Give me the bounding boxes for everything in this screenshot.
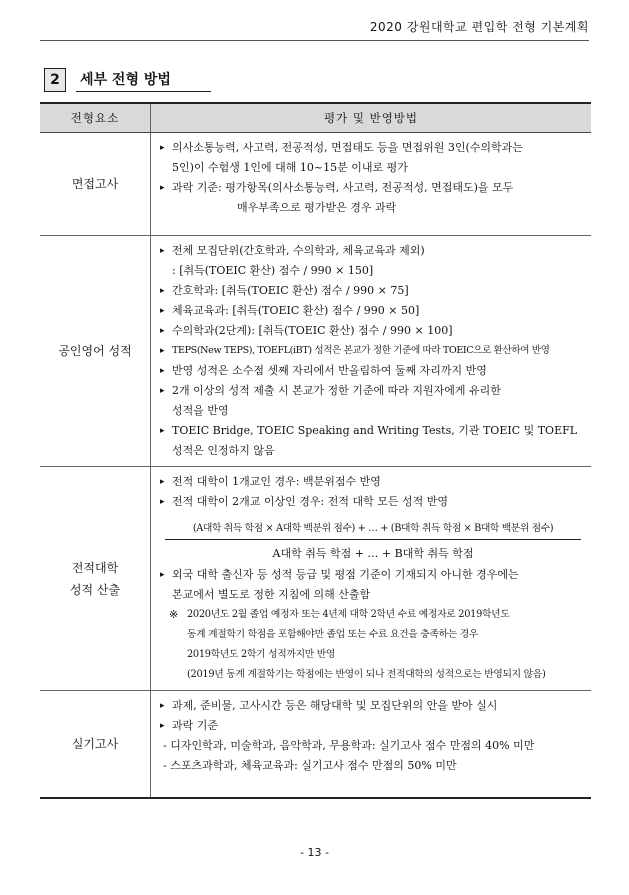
- row-label-interview: 면접고사: [40, 133, 151, 236]
- bullet-item: ▸ 전적 대학이 1개교인 경우: 백분위점수 반영: [159, 472, 587, 492]
- column-header-method: 평가 및 반영방법: [151, 103, 592, 133]
- note-line: 2020년도 2월 졸업 예정자 또는 4년제 대학 2학년 수료 예정자로 2019학년도: [187, 609, 510, 620]
- formula-denominator: A대학 취득 학점 + … + B대학 취득 학점: [272, 547, 474, 560]
- section-number-box: 2: [44, 68, 66, 92]
- bullet-item: ▸ 과락 기준: 평가항목(의사소통능력, 사고력, 전공적성, 면접태도)을 모두: [159, 178, 587, 198]
- bullet-item: ▸ 반영 성적은 소수점 셋째 자리에서 반올림하여 둘째 자리까지 반영: [159, 361, 587, 381]
- bullet-item: ▸ 체육교육과: [취득(TOEIC 환산) 점수 / 990 × 50]: [159, 301, 587, 321]
- bullet-continuation: 본교에서 별도로 정한 지침에 의해 산출함: [172, 588, 371, 601]
- bullet-item: ▸ 과제, 준비물, 고사시간 등은 해당대학 및 모집단위의 안을 받아 실시: [159, 696, 587, 716]
- header-divider: [40, 40, 589, 41]
- note-continuation: 2019학년도 2학기 성적까지만 반영: [187, 649, 336, 660]
- row-content-practical: [151, 691, 592, 799]
- bullet-continuation: 매우부족으로 평가받은 경우 과락: [237, 201, 397, 214]
- evaluation-table: [40, 102, 591, 799]
- score-formula: [159, 518, 587, 561]
- bullet-continuation: 5인)이 수험생 1인에 대해 10~15분 이내로 평가: [172, 161, 408, 174]
- bullet-item: ▸ 간호학과: [취득(TOEIC 환산) 점수 / 990 × 75]: [159, 281, 587, 301]
- bullet-item: ▸ TOEIC Bridge, TOEIC Speaking and Writing Tests, 기관 TOEIC 및 TOEFL: [159, 421, 587, 441]
- row-label-line: 성적 산출: [69, 582, 121, 597]
- document-header: 2020 강원대학교 편입학 전형 기본계획: [369, 20, 589, 34]
- bullet-item: ▸ 2개 이상의 성적 제출 시 본교가 정한 기준에 따라 지원자에게 유리한: [159, 381, 587, 401]
- bullet-item: ▸ 과락 기준: [159, 716, 587, 736]
- bullet-item: ▸ 외국 대학 출신자 등 성적 등급 및 평점 기준이 기재되지 아니한 경우에는: [159, 565, 587, 585]
- table-header-row: [40, 103, 591, 133]
- note-continuation: 동계 계절학기 학점을 포함해야만 졸업 또는 수료 요건을 충족하는 경우: [187, 629, 479, 640]
- bullet-item: ▸ TEPS(New TEPS), TOEFL(iBT) 성적은 본교가 정한 기준에 따라 TOEIC으로 환산하여 반영: [159, 341, 587, 361]
- row-content-english: [151, 236, 592, 467]
- bullet-continuation: 성적을 반영: [172, 404, 229, 417]
- row-label-transcript: [40, 467, 151, 691]
- table-row-interview: [40, 133, 591, 236]
- row-label-english: 공인영어 성적: [40, 236, 151, 467]
- dash-item: - 스포츠과학과, 체육교육과: 실기고사 점수 만점의 50% 미만: [163, 759, 457, 772]
- note-item: [159, 605, 587, 625]
- bullet-item: ▸ 전적 대학이 2개교 이상인 경우: 전적 대학 모든 성적 반영: [159, 492, 587, 512]
- bullet-continuation: : [취득(TOEIC 환산) 점수 / 990 × 150]: [172, 264, 374, 277]
- section-title: 세부 전형 방법: [76, 69, 211, 92]
- row-label-line: 전적대학: [71, 560, 119, 575]
- column-header-element: 전형요소: [40, 103, 151, 133]
- row-label-practical: 실기고사: [40, 691, 151, 799]
- bullet-continuation: 성적은 인정하지 않음: [172, 444, 275, 457]
- note-continuation: (2019년 동계 계절학기는 학점에는 반영이 되나 전적대학의 성적으로는 반영되지 않음): [187, 669, 546, 680]
- note-mark: ※: [169, 608, 178, 621]
- bullet-item: ▸ 전체 모집단위(간호학과, 수의학과, 체육교육과 제외): [159, 241, 587, 261]
- bullet-item: ▸ 의사소통능력, 사고력, 전공적성, 면접태도 등을 면접위원 3인(수의학과는: [159, 138, 587, 158]
- bullet-item: ▸ 수의학과(2단계): [취득(TOEIC 환산) 점수 / 990 × 100]: [159, 321, 587, 341]
- section-heading: [44, 68, 211, 92]
- dash-item: - 디자인학과, 미술학과, 음악학과, 무용학과: 실기고사 점수 만점의 40% 미만: [163, 739, 535, 752]
- table-row-english: [40, 236, 591, 467]
- row-content-interview: [151, 133, 592, 236]
- table-row-transcript: [40, 467, 591, 691]
- page-number: - 13 -: [300, 846, 329, 859]
- table-row-practical: [40, 691, 591, 799]
- formula-numerator: (A대학 취득 학점 × A대학 백분위 점수) + … + (B대학 취득 학점 × B대학 백분위 점수): [192, 523, 554, 534]
- row-content-transcript: [151, 467, 592, 691]
